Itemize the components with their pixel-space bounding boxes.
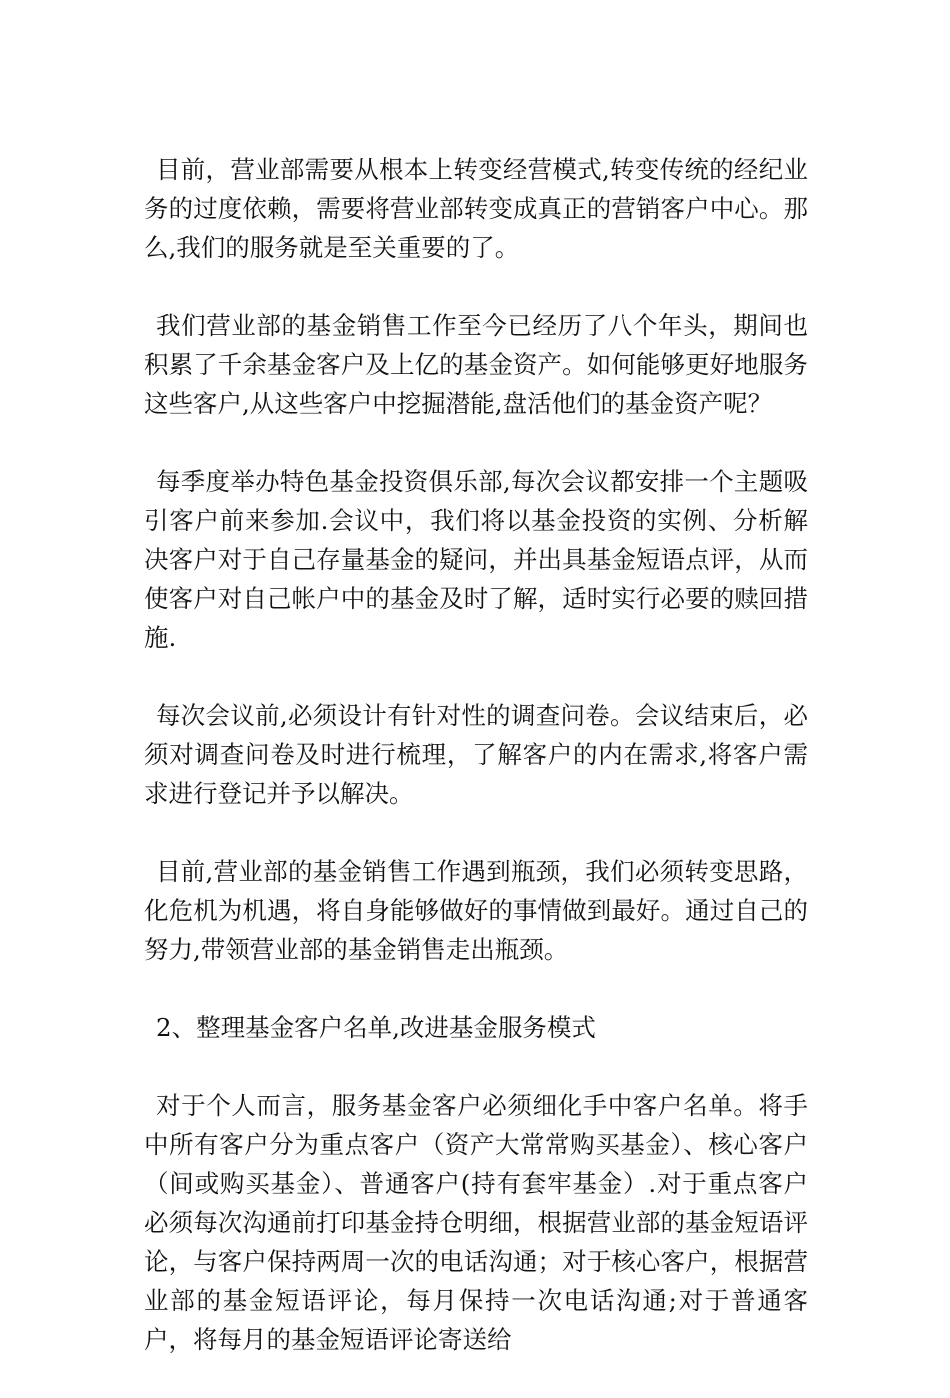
paragraph-3: 每季度举办特色基金投资俱乐部,每次会议都安排一个主题吸引客户前来参加.会议中，我们将以基金投资的实例、分析解决客户对于自己存量基金的疑问，并出具基金短语点评，从而使客户对自己帐户中的基金及时了解，适时实行必要的赎回措施. (144, 467, 808, 652)
section-heading: 2、整理基金客户名单,改进基金服务模式 (156, 1013, 596, 1042)
paragraph-6: 对于个人而言，服务基金客户必须细化手中客户名单。将手中所有客户分为重点客户（资产大常常购买基金）、核心客户（间或购买基金）、普通客户(持有套牢基金）.对于重点客户必须每次沟通前打印基金持仓明细，根据营业部的基金短语评论，与客户保持两周一次的电话沟通；对于核心客户，根据营业部的基金短语评论，每月保持一次电话沟通;对于普通客户，将每月的基金短语评论寄送给 (144, 1091, 808, 1354)
paragraph-5: 目前,营业部的基金销售工作遇到瓶颈，我们必须转变思路，化危机为机遇，将自身能够做好的事情做到最好。通过自己的努力,带领营业部的基金销售走出瓶颈。 (144, 857, 808, 964)
document-body (144, 150, 808, 1398)
paragraph-4: 每次会议前,必须设计有针对性的调查问卷。会议结束后，必须对调查问卷及时进行梳理，了解客户的内在需求,将客户需求进行登记并予以解决。 (144, 701, 808, 808)
paragraph-2: 我们营业部的基金销售工作至今已经历了八个年头，期间也积累了千余基金客户及上亿的基金资产。如何能够更好地服务这些客户,从这些客户中挖掘潜能,盘活他们的基金资产呢？ (144, 311, 808, 418)
paragraph-1: 目前，营业部需要从根本上转变经营模式,转变传统的经纪业务的过度依赖，需要将营业部转变成真正的营销客户中心。那么,我们的服务就是至关重要的了。 (144, 155, 808, 262)
